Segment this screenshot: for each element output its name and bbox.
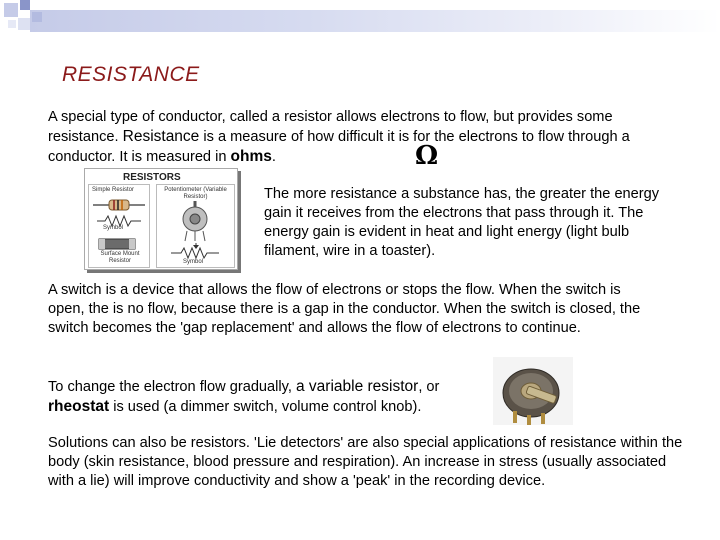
p1-text: is a measure of how difficult it is for the electrons to flow through a conductor. It is measured in <box>48 129 630 165</box>
symbol-label: Symbol <box>103 225 124 231</box>
paragraph-energy-gain: The more resistance a substance has, the greater the energy gain it receives from the electrons that pass through it. The energy gain is evident in heat and light energy (light bulb filament, wire in a toaster). <box>264 186 660 259</box>
p1-text: . <box>271 149 276 165</box>
deco-square <box>20 0 30 10</box>
term-rheostat: rheostat <box>48 398 110 415</box>
p1-text: A special type of conductor, called a resistor allows electrons to flow, but provides some resistance. <box>48 109 613 145</box>
figure-title: RESISTORS <box>123 172 181 183</box>
simple-resistor-panel <box>88 184 150 268</box>
simple-resistor-label: Simple Resistor <box>92 187 135 193</box>
potentiometer-icon <box>157 201 233 267</box>
header-gradient-band <box>30 10 720 32</box>
omega-symbol: Ω <box>415 141 439 171</box>
potentiometer-label: Potentiometer (Variable Resistor) <box>164 187 227 200</box>
slide-header-decoration <box>0 0 720 40</box>
paragraph-resistance-definition <box>48 108 648 171</box>
term-ohms: ohms <box>230 148 272 165</box>
term-variable-resistor: a variable resistor <box>295 378 419 395</box>
surface-mount-label: Surface Mount Resistor <box>100 251 140 264</box>
paragraph-switch: A switch is a device that allows the flow of electrons or stops the flow. When the switch is open, the is no flow, because there is a gap in the conductor. When the switch is closed, the switch becomes the 'gap replacement' and allows the flow of electrons to continue. <box>48 282 641 336</box>
potentiometer-panel <box>156 184 235 268</box>
deco-square <box>4 3 18 17</box>
rheostat-photo <box>493 357 573 425</box>
term-resistance: Resistance <box>122 128 200 145</box>
pot-symbol-label: Symbol <box>183 259 204 265</box>
p4-text: To change the electron flow gradually, <box>48 379 296 395</box>
deco-square <box>32 12 42 22</box>
slide-title: RESISTANCE <box>62 63 200 86</box>
paragraph-variable-resistor <box>48 377 498 417</box>
deco-square <box>8 20 16 28</box>
p4-text: is used (a dimmer switch, volume control knob). <box>109 399 422 415</box>
deco-square <box>18 18 30 30</box>
resistors-figure <box>84 168 238 270</box>
p4-text: , or <box>418 379 440 395</box>
paragraph-solutions: Solutions can also be resistors. 'Lie detectors' are also special applications of resistance within the body (skin resistance, blood pressure and respiration). An increase in stress (usually associated with a lie) will improve conductivity and show a 'peak' in the recording device. <box>48 435 683 489</box>
